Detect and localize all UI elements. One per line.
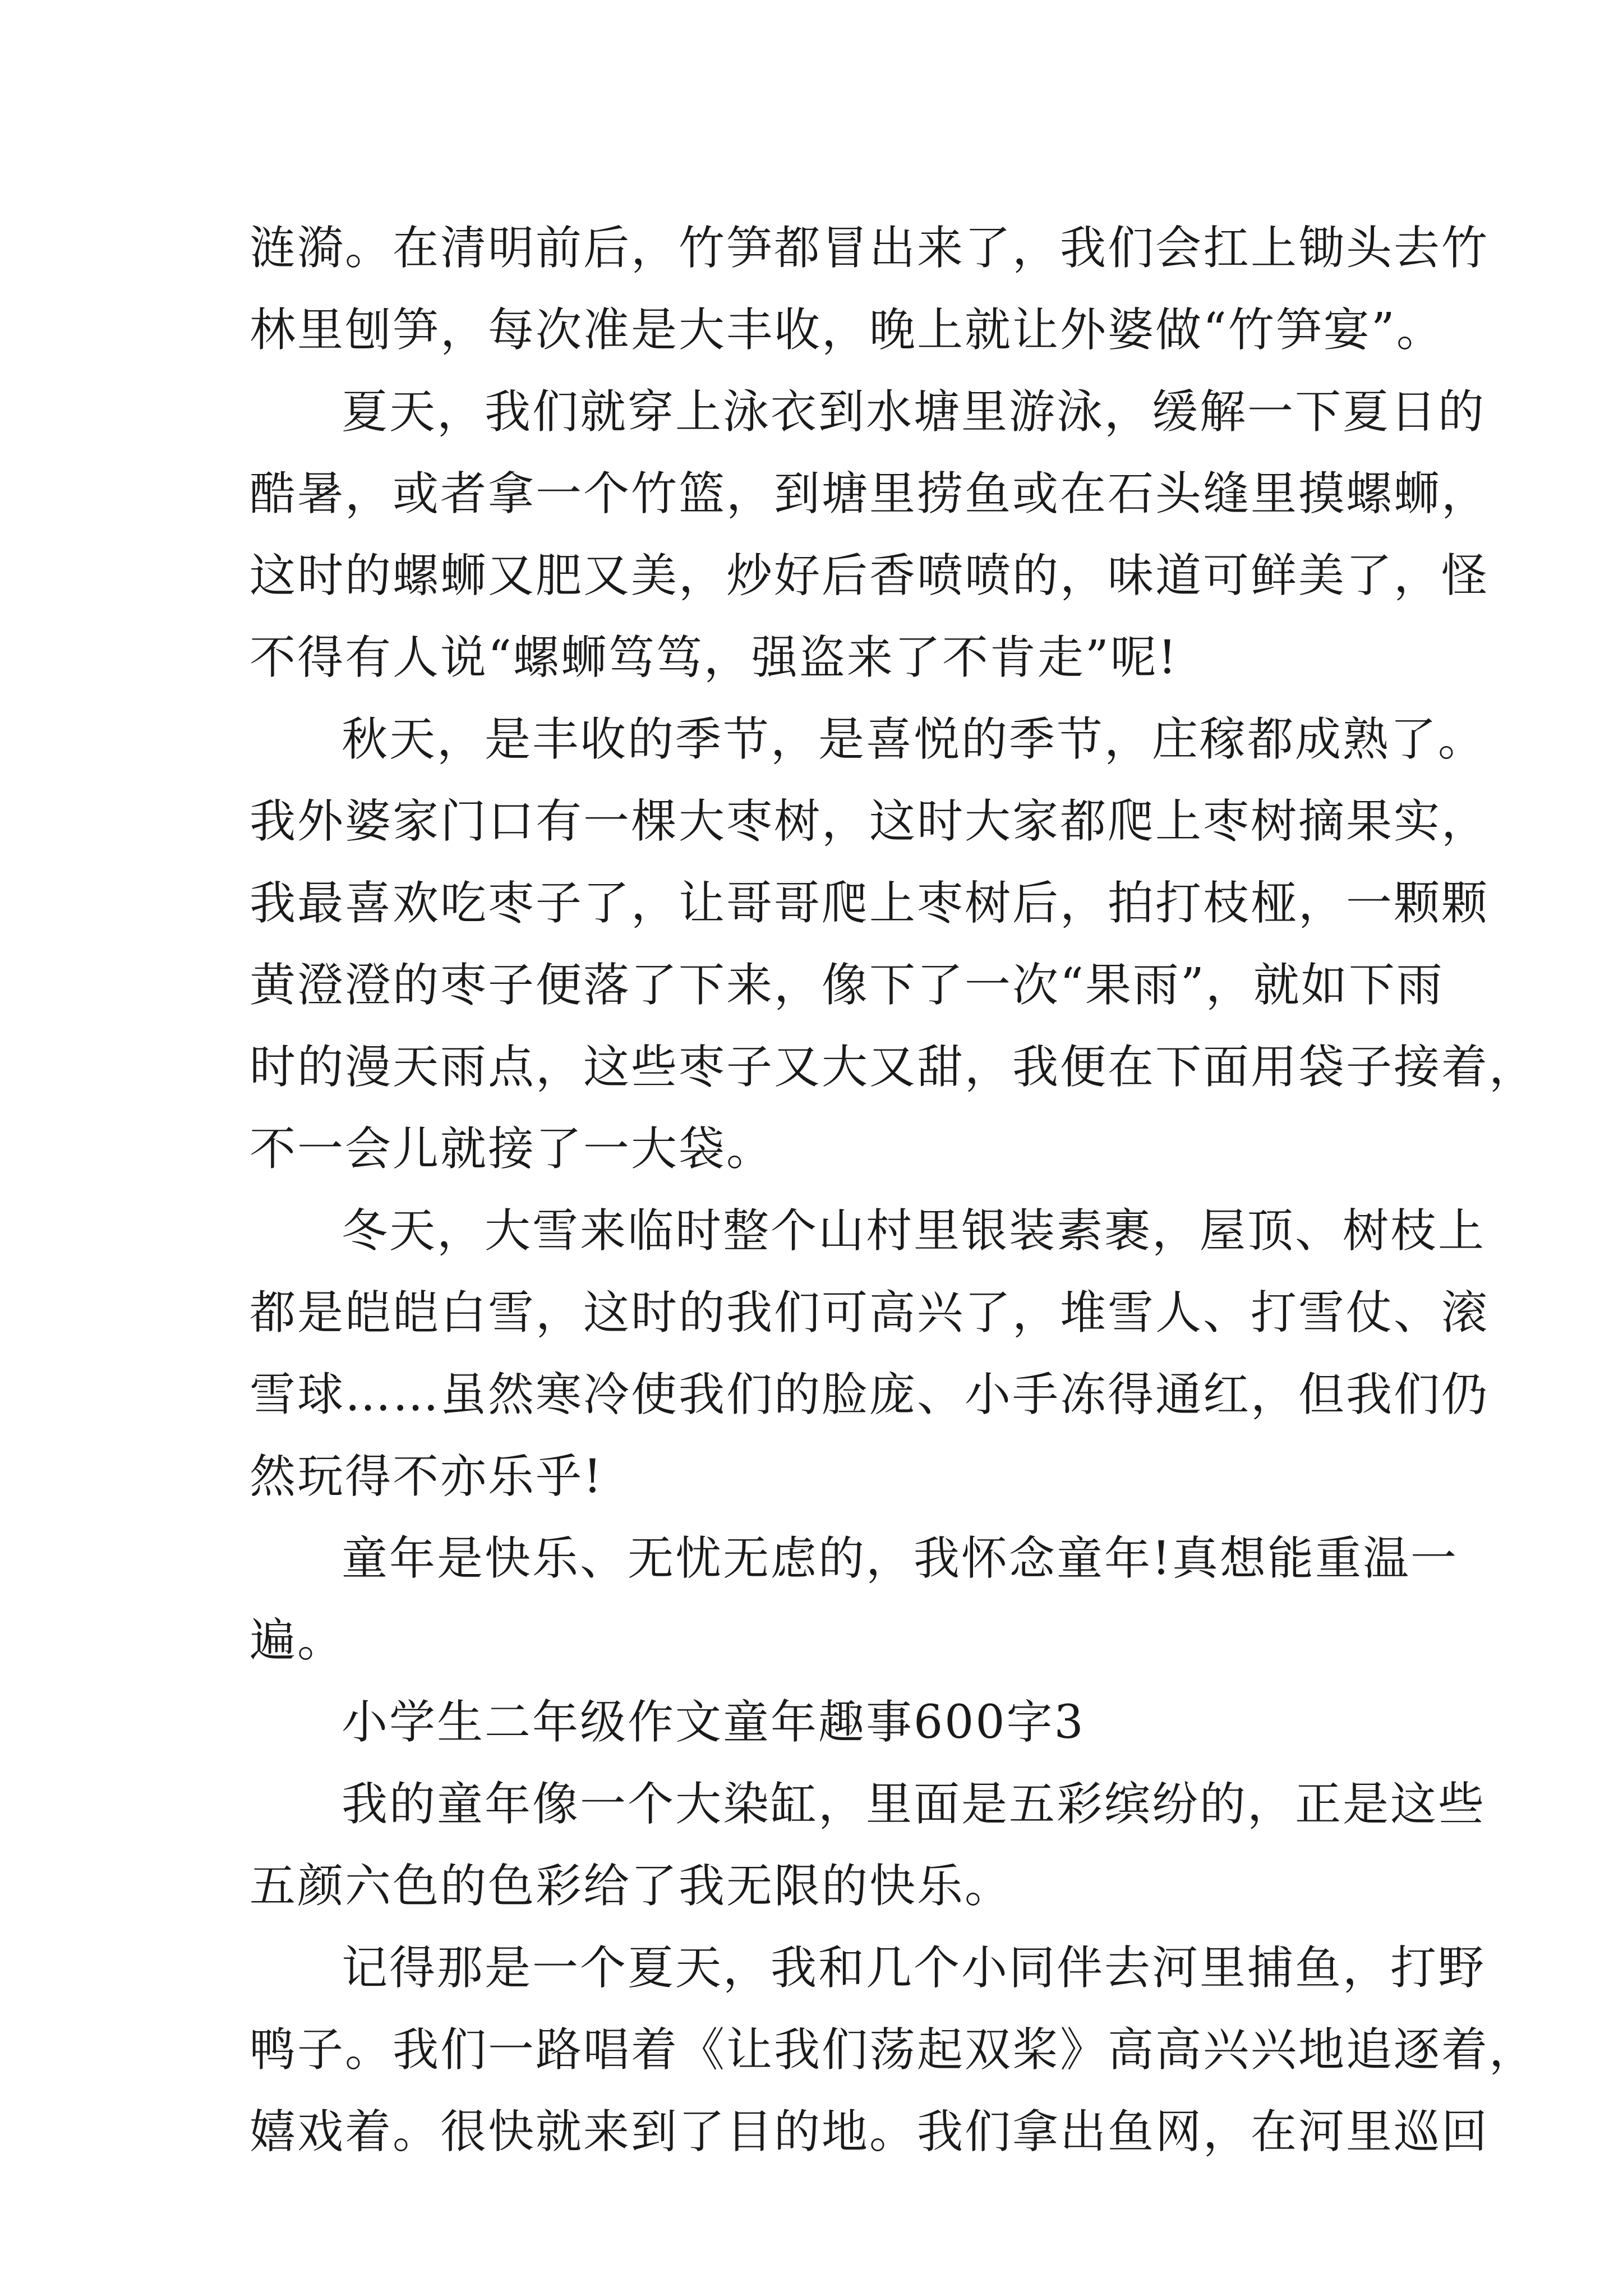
text-line: 雪球……虽然寒冷使我们的脸庞、小手冻得通红，但我们仍 — [250, 1368, 1490, 1421]
text-line: 然玩得不亦乐乎! — [250, 1450, 603, 1503]
text-line: 夏天，我们就穿上泳衣到水塘里游泳，缓解一下夏日的 — [342, 385, 1486, 439]
text-line: 我的童年像一个大染缸，里面是五彩缤纷的，正是这些 — [342, 1778, 1486, 1831]
text-line: 我最喜欢吃枣子了，让哥哥爬上枣树后，拍打枝桠，一颗颗 — [250, 877, 1490, 930]
text-line: 林里刨笋，每次准是大丰收，晚上就让外婆做“竹笋宴”。 — [250, 303, 1444, 357]
text-line: 小学生二年级作文童年趣事600字3 — [342, 1696, 1085, 1749]
text-line: 嬉戏着。很快就来到了目的地。我们拿出鱼网，在河里巡回 — [250, 2105, 1490, 2159]
body-text — [250, 208, 1537, 2173]
text-line: 黄澄澄的枣子便落了下来，像下了一次“果雨”，就如下雨 — [250, 959, 1444, 1012]
text-line: 不得有人说“螺蛳笃笃，强盗来了不肯走”呢! — [250, 631, 1178, 684]
text-line: 记得那是一个夏天，我和几个小同伴去河里捕鱼，打野 — [342, 1941, 1486, 1995]
text-line: 鸭子。我们一路唱着《让我们荡起双桨》高高兴兴地追逐着， — [250, 2023, 1537, 2077]
text-line: 童年是快乐、无忧无虑的，我怀念童年!真想能重温一 — [342, 1532, 1458, 1585]
text-line: 这时的螺蛳又肥又美，炒好后香喷喷的，味道可鲜美了，怪 — [250, 549, 1490, 602]
text-line: 我外婆家门口有一棵大枣树，这时大家都爬上枣树摘果实， — [250, 795, 1490, 848]
text-line: 时的漫天雨点，这些枣子又大又甜，我便在下面用袋子接着， — [250, 1041, 1537, 1094]
text-line: 不一会儿就接了一大袋。 — [250, 1122, 774, 1176]
text-line: 五颜六色的色彩给了我无限的快乐。 — [250, 1860, 1013, 1913]
text-line: 涟漪。在清明前后，竹笋都冒出来了，我们会扛上锄头去竹 — [250, 222, 1490, 275]
text-line: 冬天，大雪来临时整个山村里银装素裹，屋顶、树枝上 — [342, 1204, 1486, 1258]
text-line: 都是皑皑白雪，这时的我们可高兴了，堆雪人、打雪仗、滚 — [250, 1286, 1490, 1340]
text-line: 秋天，是丰收的季节，是喜悦的季节，庄稼都成熟了。 — [342, 713, 1486, 766]
text-line: 酷暑，或者拿一个竹篮，到塘里捞鱼或在石头缝里摸螺蛳， — [250, 467, 1490, 521]
text-line: 遍。 — [250, 1614, 345, 1667]
